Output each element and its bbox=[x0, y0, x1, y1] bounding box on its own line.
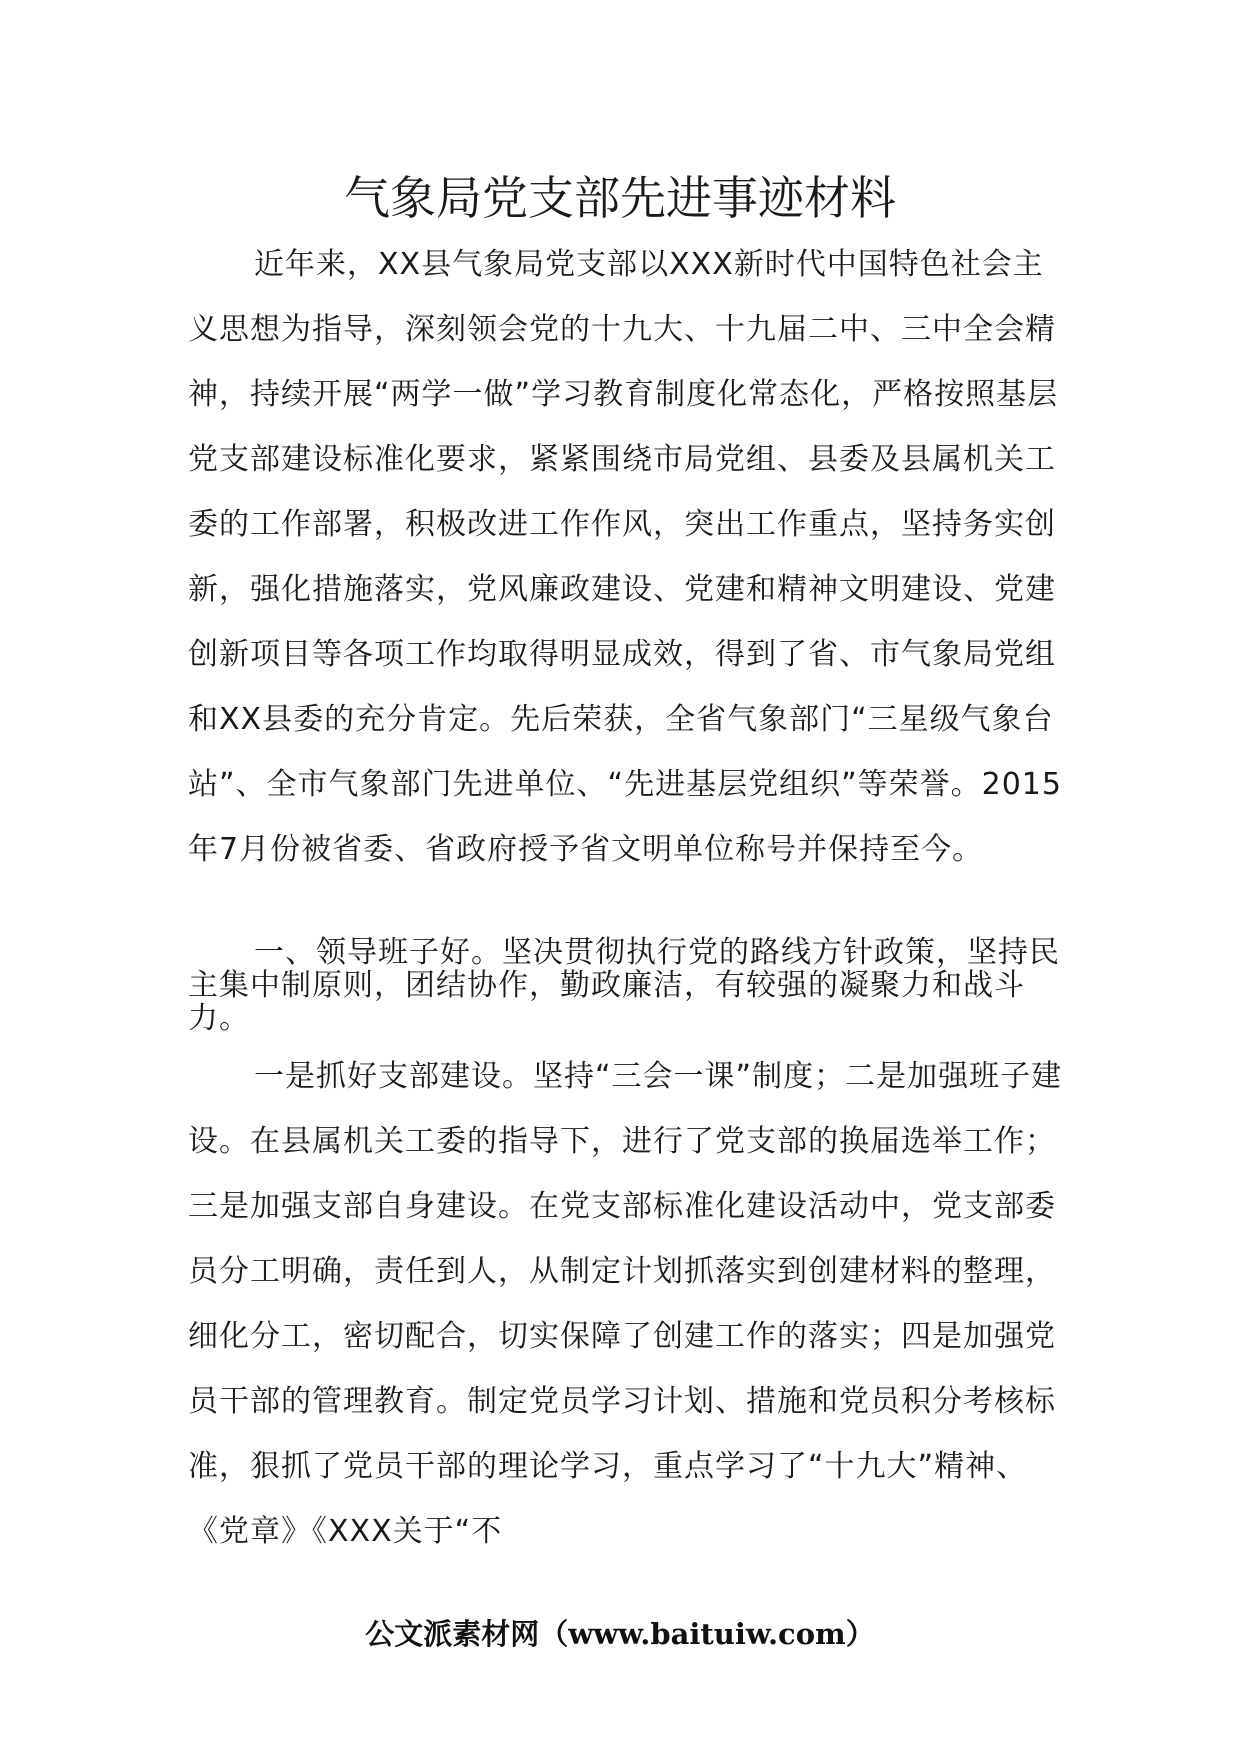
paragraph-section-one-heading: 一、领导班子好。坚决贯彻执行党的路线方针政策，坚持民主集中制原则，团结协作，勤政廉洁，有较强的凝聚力和战斗力。 bbox=[188, 935, 1060, 1036]
paragraph-intro: 近年来，XX县气象局党支部以XXX新时代中国特色社会主义思想为指导，深刻领会党的十九大、十九届二中、三中全会精神，持续开展“两学一做”学习教育制度化常态化，严格按照基层党支部建设标准化要求，紧紧围绕市局党组、县委及县属机关工委的工作部署，积极改进工作作风，突出工作重点，坚持务实创新，强化措施落实，党风廉政建设、党建和精神文明建设、党建创新项目等各项工作均取得明显成效，得到了省、市气象局党组和XX县委的充分肯定。先后荣获，全省气象部门“三星级气象台站”、全市气象部门先进单位、“先进基层党组织”等荣誉。2015年7月份被省委、省政府授予省文明单位称号并保持至今。 bbox=[188, 247, 1062, 867]
paragraph-section-one-body: 一是抓好支部建设。坚持“三会一课”制度；二是加强班子建设。在县属机关工委的指导下，进行了党支部的换届选举工作；三是加强支部自身建设。在党支部标准化建设活动中，党支部委员分工明确，责任到人，从制定计划抓落实到创建材料的整理，细化分工，密切配合，切实保障了创建工作的落实；四是加强党员干部的管理教育。制定党员学习计划、措施和党员积分考核标准，狠抓了党员干部的理论学习，重点学习了“十九大”精神、《党章》《XXX关于“不 bbox=[188, 1059, 1063, 1549]
document-title: 气象局党支部先进事迹材料 bbox=[344, 171, 896, 225]
footer-watermark-text: 公文派素材网（www.baituiw.com） bbox=[365, 1617, 875, 1651]
